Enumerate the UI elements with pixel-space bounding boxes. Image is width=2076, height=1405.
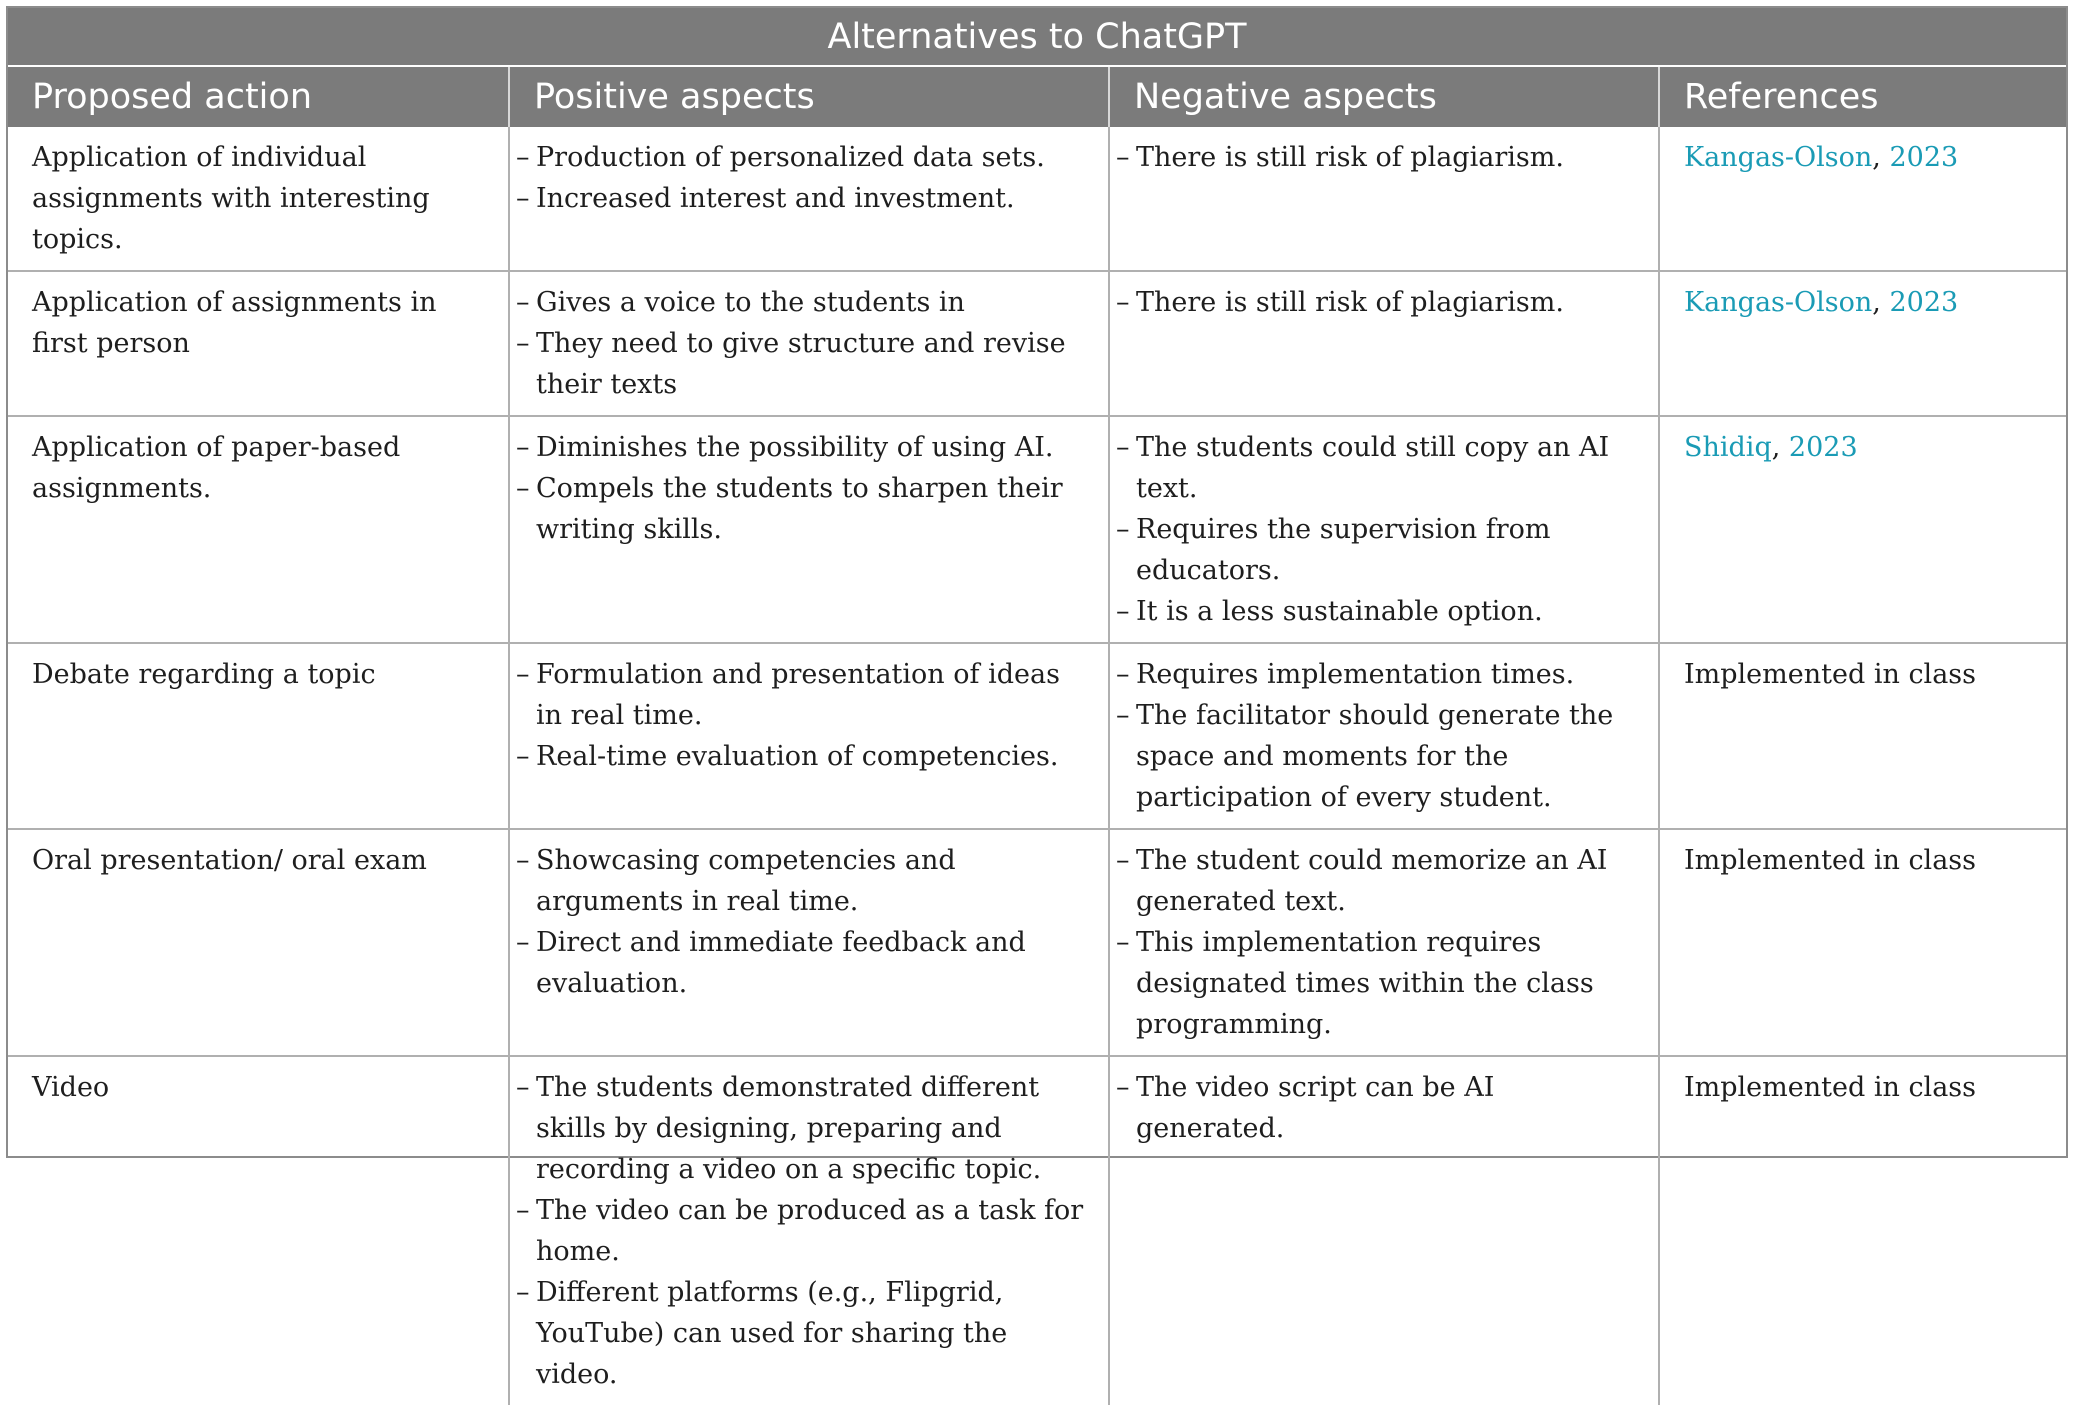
negative-aspect-item: – There is still risk of plagiarism. bbox=[1116, 137, 1644, 178]
positive-aspect-item: – Diminishes the possibility of using AI. bbox=[516, 427, 1094, 468]
alternatives-table-container bbox=[6, 6, 2068, 1390]
positive-aspect-item: – Production of personalized data sets. bbox=[516, 137, 1094, 178]
positive-aspect-item: – Different platforms (e.g., Flipgrid, YouTube) can used for sharing the video. bbox=[516, 1272, 1094, 1395]
negative-aspect-item: – There is still risk of plagiarism. bbox=[1116, 282, 1644, 323]
positive-aspect-item: – The students demonstrated different skills by designing, preparing and recording a video on a specific topic. bbox=[516, 1067, 1094, 1190]
positive-aspect-item: – Gives a voice to the students in bbox=[516, 282, 1094, 323]
negative-aspects-cell bbox=[1109, 127, 1659, 271]
positive-aspects-cell bbox=[509, 829, 1109, 1056]
column-header-negative-aspects: Negative aspects bbox=[1109, 66, 1659, 127]
table-row bbox=[8, 127, 2066, 271]
negative-aspect-item: – The video script can be AI generated. bbox=[1116, 1067, 1644, 1149]
negative-aspects-cell bbox=[1109, 416, 1659, 643]
negative-aspect-item: – The students could still copy an AI text. bbox=[1116, 427, 1644, 509]
table-title: Alternatives to ChatGPT bbox=[8, 8, 2066, 66]
positive-aspects-cell bbox=[509, 271, 1109, 416]
alternatives-table bbox=[8, 8, 2066, 1405]
proposed-action-cell: Oral presentation/ oral exam bbox=[8, 829, 509, 1056]
column-header-row bbox=[8, 66, 2066, 127]
negative-aspect-item: – It is a less sustainable option. bbox=[1116, 591, 1644, 632]
table-title-row bbox=[8, 8, 2066, 66]
positive-aspects-cell bbox=[509, 1056, 1109, 1405]
references-cell bbox=[1659, 271, 2066, 416]
reference-year-link[interactable]: 2023 bbox=[1889, 142, 1959, 173]
references-cell: Implemented in class bbox=[1659, 829, 2066, 1056]
negative-aspect-item: – This implementation requires designated times within the class programming. bbox=[1116, 922, 1644, 1045]
positive-aspects-cell bbox=[509, 416, 1109, 643]
reference-author-link[interactable]: Kangas-Olson bbox=[1684, 142, 1873, 173]
negative-aspect-item: – Requires implementation times. bbox=[1116, 654, 1644, 695]
positive-aspect-item: – Direct and immediate feedback and evaluation. bbox=[516, 922, 1094, 1004]
positive-aspect-item: – The video can be produced as a task for home. bbox=[516, 1190, 1094, 1272]
proposed-action-cell: Application of paper-based assignments. bbox=[8, 416, 509, 643]
positive-aspect-item: – Compels the students to sharpen their writing skills. bbox=[516, 468, 1094, 550]
reference-separator: , bbox=[1872, 287, 1890, 318]
positive-aspect-item: – Increased interest and investment. bbox=[516, 178, 1094, 219]
reference-separator: , bbox=[1872, 142, 1890, 173]
table-row bbox=[8, 643, 2066, 829]
references-cell bbox=[1659, 416, 2066, 643]
references-cell: Implemented in class bbox=[1684, 1072, 1977, 1103]
negative-aspect-item: – The facilitator should generate the space and moments for the participation of every student. bbox=[1116, 695, 1644, 818]
negative-aspects-cell bbox=[1109, 1056, 1659, 1405]
positive-aspects-cell bbox=[509, 643, 1109, 829]
column-header-proposed-action: Proposed action bbox=[8, 66, 509, 127]
table-row bbox=[8, 1056, 2066, 1405]
reference-author-link[interactable]: Kangas-Olson bbox=[1684, 287, 1873, 318]
reference-author-link[interactable]: Shidiq bbox=[1684, 432, 1772, 463]
reference-year-link[interactable]: 2023 bbox=[1889, 287, 1959, 318]
proposed-action-cell: Application of assignments in first person bbox=[8, 271, 509, 416]
references-cell: Implemented in class bbox=[1659, 643, 2066, 829]
positive-aspects-cell bbox=[509, 127, 1109, 271]
table-row bbox=[8, 271, 2066, 416]
reference-separator: , bbox=[1771, 432, 1789, 463]
positive-aspect-item: – Formulation and presentation of ideas in real time. bbox=[516, 654, 1094, 736]
table-row bbox=[8, 416, 2066, 643]
negative-aspect-item: – Requires the supervision from educators. bbox=[1116, 509, 1644, 591]
proposed-action-cell: Debate regarding a topic bbox=[8, 643, 509, 829]
column-header-references: References bbox=[1659, 66, 2066, 127]
references-cell bbox=[1659, 127, 2066, 271]
proposed-action-cell: Application of individual assignments with interesting topics. bbox=[8, 127, 509, 271]
positive-aspect-item: – Showcasing competencies and arguments in real time. bbox=[516, 840, 1094, 922]
negative-aspects-cell bbox=[1109, 271, 1659, 416]
table-row bbox=[8, 829, 2066, 1056]
proposed-action-cell: Video bbox=[8, 1056, 509, 1405]
reference-year-link[interactable]: 2023 bbox=[1788, 432, 1858, 463]
column-header-positive-aspects: Positive aspects bbox=[509, 66, 1109, 127]
positive-aspect-item: – They need to give structure and revise their texts bbox=[516, 323, 1094, 405]
positive-aspect-item: – Real-time evaluation of competencies. bbox=[516, 736, 1094, 777]
negative-aspects-cell bbox=[1109, 643, 1659, 829]
negative-aspect-item: – The student could memorize an AI generated text. bbox=[1116, 840, 1644, 922]
negative-aspects-cell bbox=[1109, 829, 1659, 1056]
